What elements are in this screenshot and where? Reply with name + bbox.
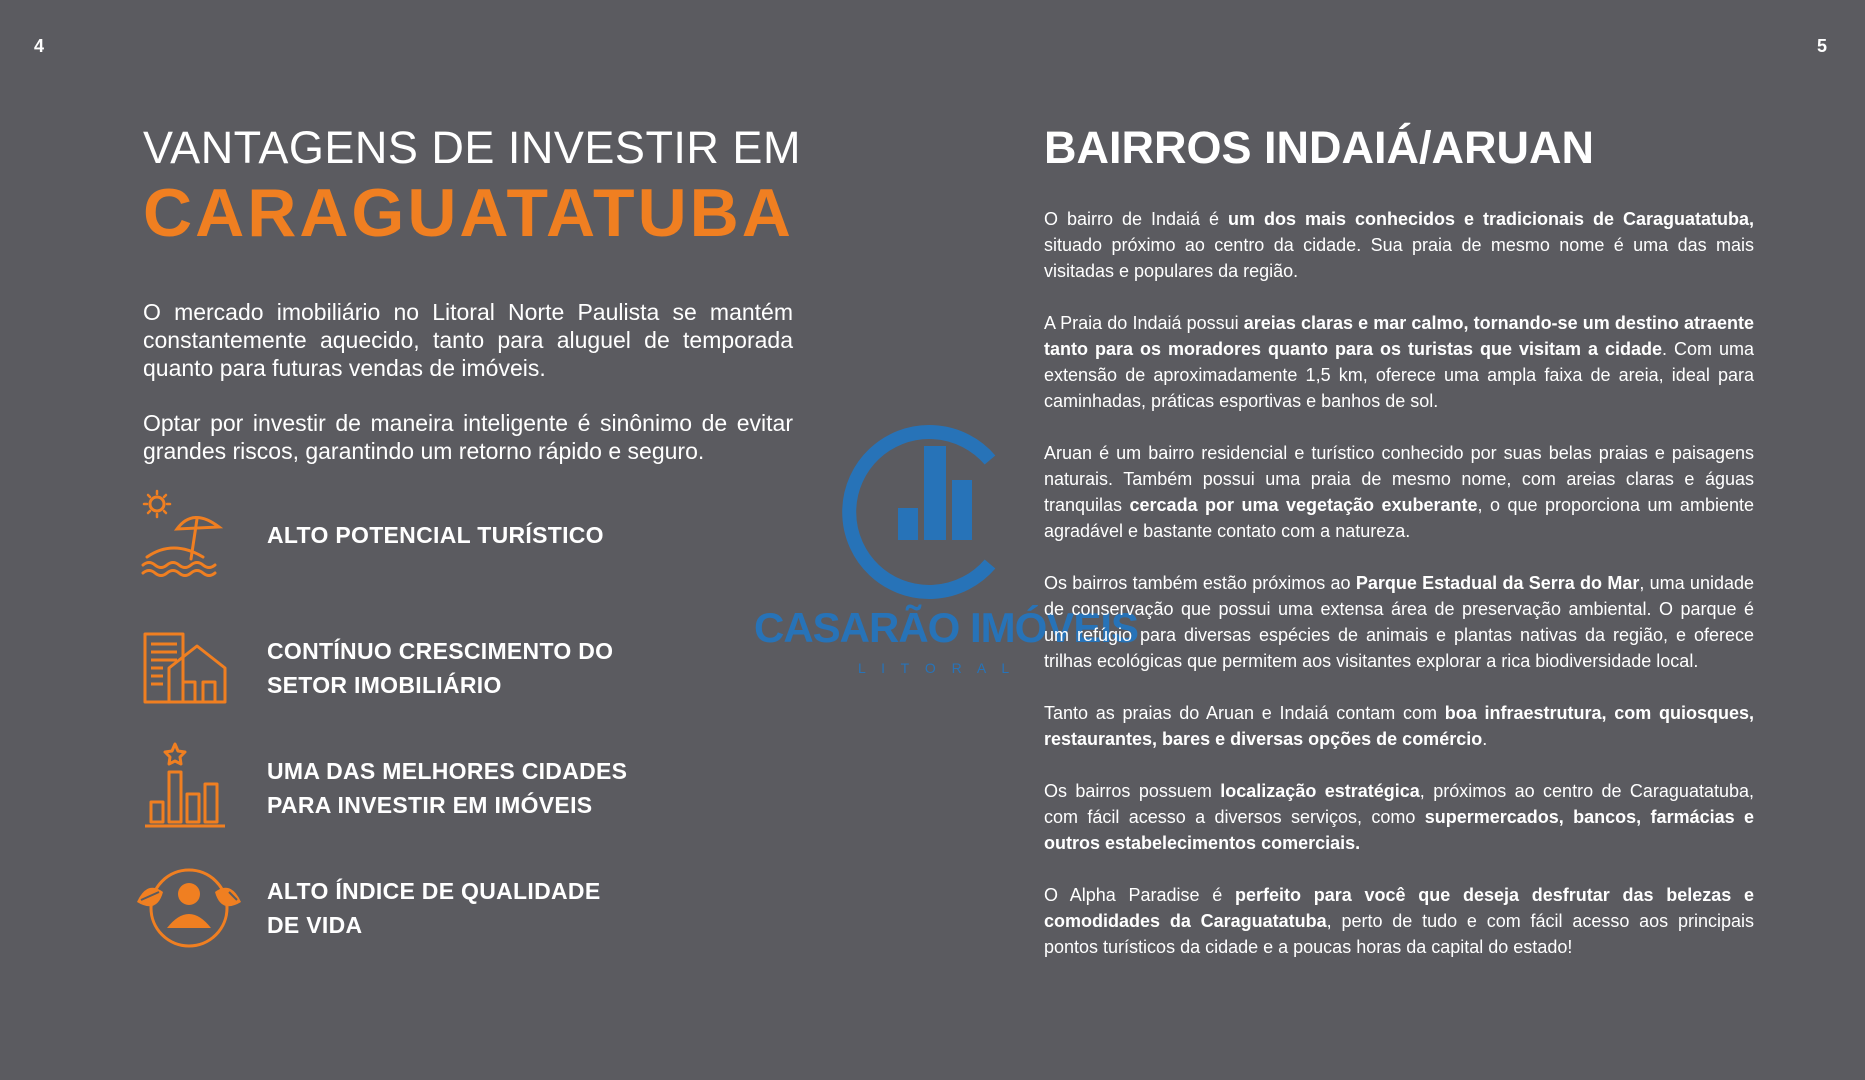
description-paragraph: O Alpha Paradise é perfeito para você que deseja desfrutar das belezas e comodidades da Caraguatatuba, perto de tudo e com fácil acesso aos principais pontos turísticos da cidade e a poucas horas da capital do estado!: [1044, 885, 1754, 957]
description-paragraph: A Praia do Indaiá possui areias claras e mar calmo, tornando-se um destino atraente tanto para os moradores quanto para os turistas que visitam a cidade. Com uma extensão de aproximadamente 1,5 km, oferece uma ampla faixa de areia, ideal para caminhadas, práticas esportivas e banhos de sol.: [1044, 313, 1754, 411]
feature-label: UMA DAS MELHORES CIDADES PARA INVESTIR EM IMÓVEIS: [267, 758, 628, 818]
page-number-left: 4: [34, 36, 45, 56]
watermark-sub: L I T O R A L: [858, 660, 1016, 676]
feature-label: CONTÍNUO CRESCIMENTO DO SETOR IMOBILIÁRIO: [267, 638, 614, 698]
page-number-right: 5: [1816, 36, 1827, 56]
intro-paragraph: Optar por investir de maneira inteligente é sinônimo de evitar grandes riscos, garantindo um retorno rápido e seguro.: [143, 410, 793, 464]
description-paragraph: O bairro de Indaiá é um dos mais conhecidos e tradicionais de Caraguatatuba, situado próximo ao centro da cidade. Sua praia de mesmo nome é uma das mais visitadas e populares da região.: [1044, 209, 1754, 281]
intro-paragraph: O mercado imobiliário no Litoral Norte Paulista se mantém constantemente aquecido, tanto para aluguel de temporada quanto para futuras vendas de imóveis.: [143, 299, 793, 381]
neighborhoods-description: [1044, 206, 1754, 960]
person-leaves-icon: [133, 862, 245, 954]
feature-label: ALTO ÍNDICE DE QUALIDADE DE VIDA: [267, 878, 601, 938]
heading-line1: VANTAGENS DE INVESTIR EM: [143, 122, 801, 173]
watermark-brand: CASARÃO IMÓVEIS: [754, 604, 1139, 651]
feature-real-estate-growth: [133, 622, 793, 714]
description-paragraph: Tanto as praias do Aruan e Indaiá contam com boa infraestrutura, com quiosques, restaurantes, bares e diversas opções de comércio.: [1044, 703, 1754, 749]
buildings-icon: [133, 622, 245, 714]
growth-chart-star-icon: [133, 742, 245, 834]
feature-quality-of-life: [133, 862, 793, 954]
description-paragraph: Os bairros possuem localização estratégica, próximos ao centro de Caraguatatuba, com fácil acesso a diversos serviços, como supermercados, bancos, farmácias e outros estabelecimentos comerciais.: [1044, 781, 1755, 853]
right-page: [1044, 118, 1754, 986]
feature-best-city: [133, 742, 793, 834]
neighborhoods-title: BAIRROS INDAIÁ/ARUAN: [1044, 122, 1595, 173]
feature-label: ALTO POTENCIAL TURÍSTICO: [267, 522, 604, 548]
left-page: [143, 120, 801, 465]
description-paragraph: Aruan é um bairro residencial e turístico conhecido por suas belas praias e paisagens naturais. Também possui uma praia de mesmo nome, com areias claras e águas tranquilas cercada por uma vegetação exuberante, o que proporciona um ambiente agradável e bastante contato com a natureza.: [1044, 443, 1754, 541]
heading-city: CARAGUATATUBA: [143, 175, 794, 251]
description-paragraph: Os bairros também estão próximos ao Parque Estadual da Serra do Mar, uma unidade de conservação que possui uma extensa área de preservação ambiental. O parque é um refúgio para diversas espécies de animais e plantas nativas da região, e oferece trilhas ecológicas que permitem aos visitantes explorar a rica biodiversidade local.: [1044, 573, 1754, 671]
intro-text: [143, 298, 793, 465]
beach-umbrella-icon: [133, 489, 245, 581]
feature-tourism: [133, 489, 793, 581]
